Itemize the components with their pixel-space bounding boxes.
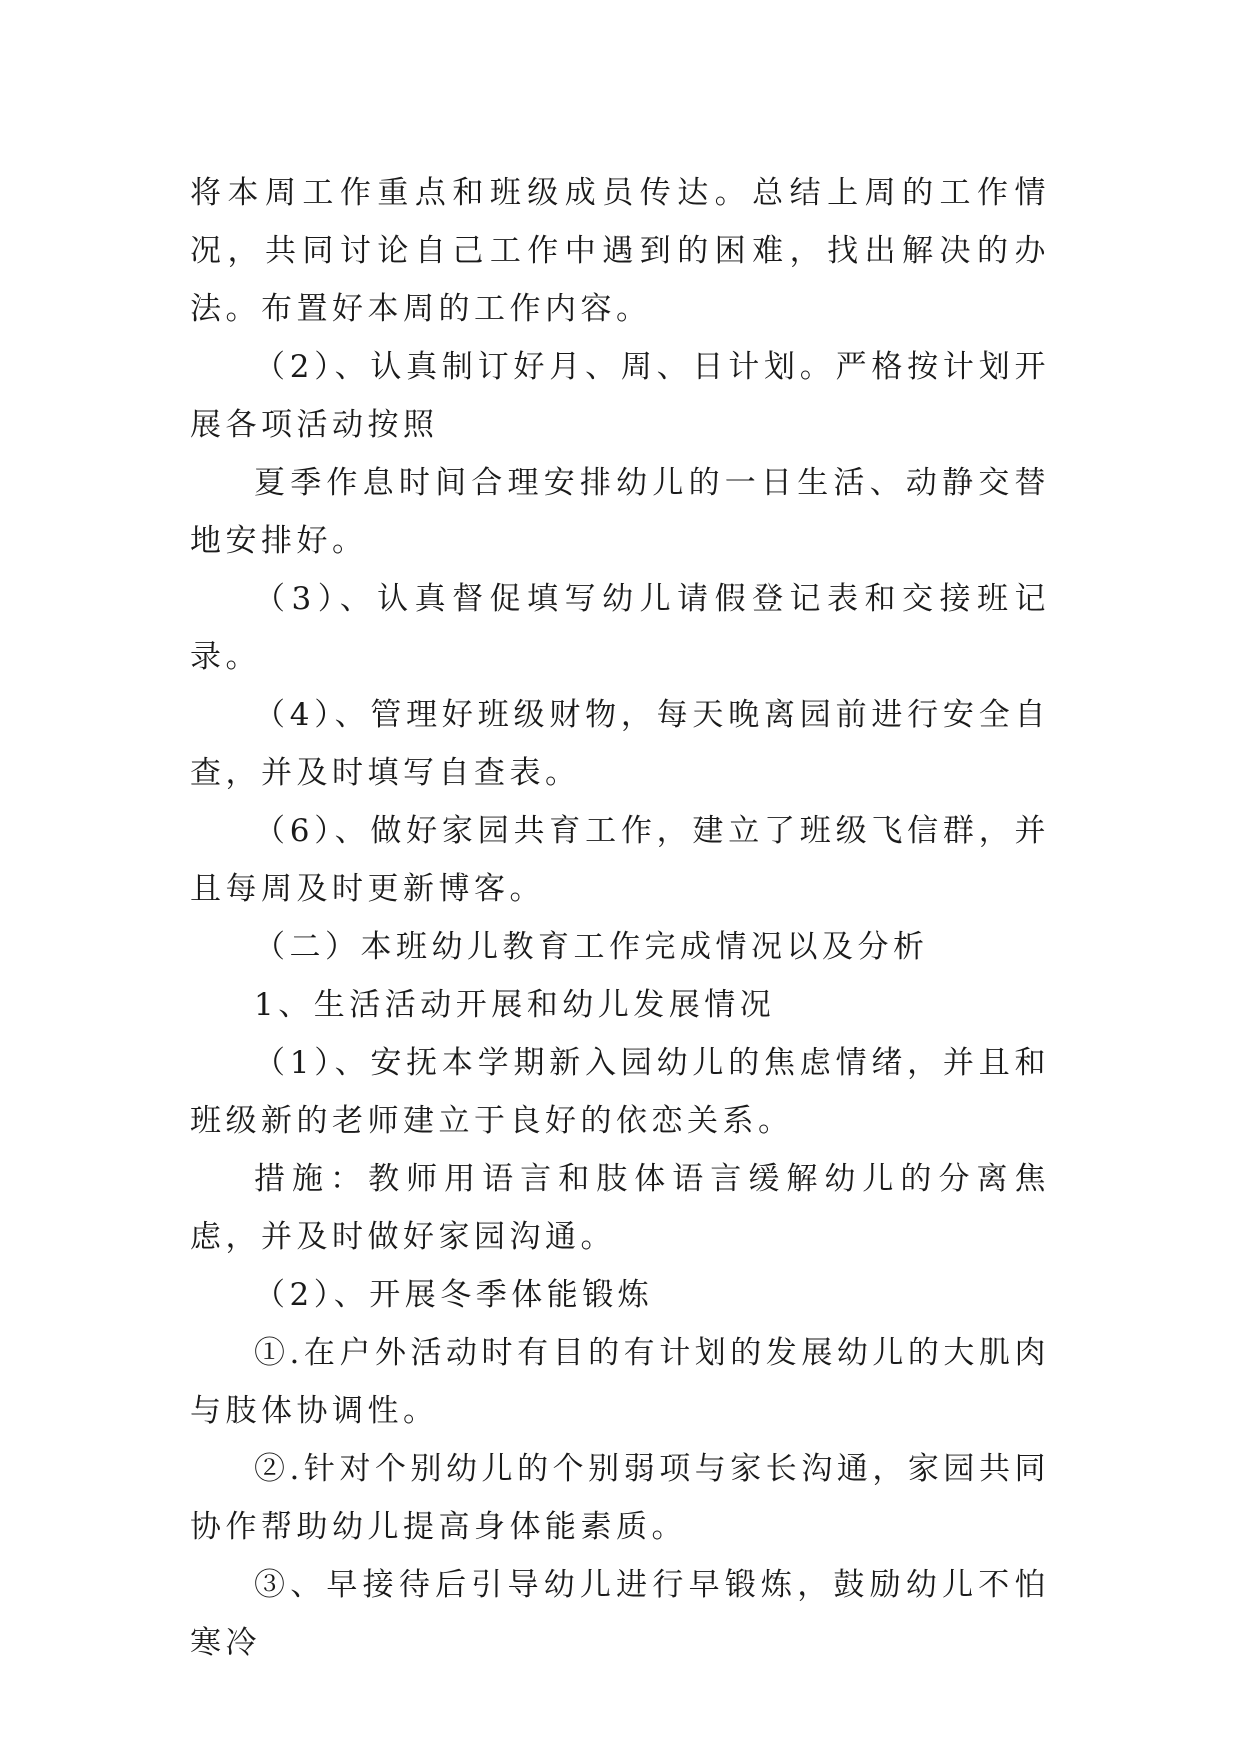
paragraph: （2）、开展冬季体能锻炼 (254, 1277, 654, 1313)
paragraph: （4）、管理好班级财物，每天晚离园前进行安全自查，并及时填写自查表。 (190, 697, 1050, 791)
paragraph: 夏季作息时间合理安排幼儿的一日生活、动静交替地安排好。 (190, 465, 1050, 559)
paragraph: （3）、认真督促填写幼儿请假登记表和交接班记录。 (190, 581, 1050, 675)
list-item: ②.针对个别幼儿的个别弱项与家长沟通，家园共同协作帮助幼儿提高身体能素质。 (190, 1451, 1050, 1545)
document-body (190, 164, 1050, 1672)
paragraph: （6）、做好家园共育工作，建立了班级飞信群，并且每周及时更新博客。 (190, 813, 1050, 907)
section-heading: （二）本班幼儿教育工作完成情况以及分析 (254, 929, 929, 965)
paragraph: 将本周工作重点和班级成员传达。总结上周的工作情况，共同讨论自己工作中遇到的困难，找出解决的办法。布置好本周的工作内容。 (190, 175, 1050, 327)
paragraph: （2）、认真制订好月、周、日计划。严格按计划开展各项活动按照 (190, 349, 1050, 443)
subsection-heading: 1、生活活动开展和幼儿发展情况 (254, 987, 776, 1023)
list-item: ①.在户外活动时有目的有计划的发展幼儿的大肌肉与肢体协调性。 (190, 1335, 1050, 1429)
paragraph: 措施：教师用语言和肢体语言缓解幼儿的分离焦虑，并及时做好家园沟通。 (190, 1161, 1050, 1255)
list-item: ③、早接待后引导幼儿进行早锻炼，鼓励幼儿不怕寒冷 (190, 1567, 1050, 1661)
paragraph: （1）、安抚本学期新入园幼儿的焦虑情绪，并且和班级新的老师建立于良好的依恋关系。 (190, 1045, 1050, 1139)
